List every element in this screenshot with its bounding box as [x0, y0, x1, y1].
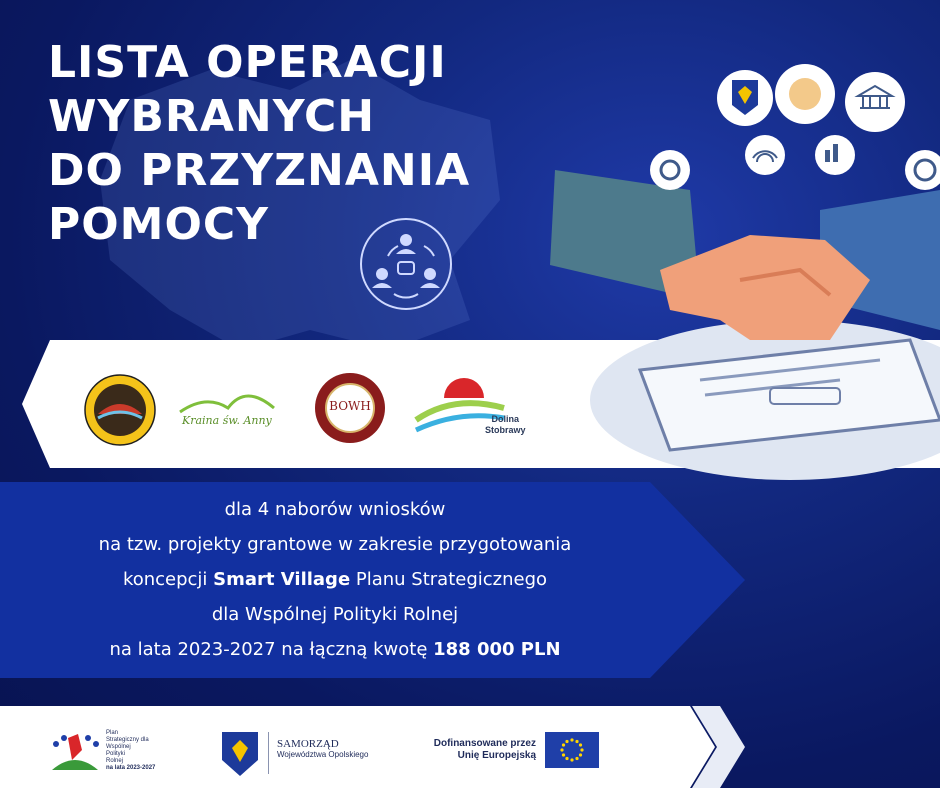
ps-line-2: Strategiczny dla: [106, 737, 149, 743]
description-line-1: dla 4 naborów wniosków: [224, 499, 446, 520]
ps-line-6: na lata 2023-2027: [106, 765, 156, 771]
title-line-4: POMOCY: [48, 199, 269, 250]
ps-line-1: Plan: [106, 730, 119, 736]
plan-strategiczny-label: [106, 730, 155, 772]
title-line-2: WYBRANYCH: [48, 91, 376, 142]
description-line-4: dla Wspólnej Polityki Rolnej: [211, 604, 459, 625]
samorzad-line-1: SAMORZĄD: [277, 738, 339, 750]
eu-funding-label: [420, 738, 536, 762]
lgd-plaskowyz-logo: [84, 374, 156, 446]
dolina-line-2: Stobrawy: [485, 425, 526, 435]
amount-text: 188 000 PLN: [433, 639, 561, 660]
people-cycle-icon: [358, 216, 454, 312]
eu-line-2: Unię Europejską: [457, 750, 536, 761]
title-line-3: DO PRZYZNANIA: [48, 145, 471, 196]
description-line-2: na tzw. projekty grantowe w zakresie przygotowania: [98, 534, 572, 555]
ps-line-5: Rolnej: [106, 758, 124, 764]
ps-line-3: Wspólnej: [106, 744, 131, 750]
ps-line-4: Polityki: [106, 751, 126, 757]
line5-pre: na lata 2023-2027 na łączną kwotę: [109, 639, 434, 660]
dolina-stobrawy-label: [485, 414, 526, 436]
eagle-crest-icon: [220, 730, 260, 778]
plan-strategiczny-logo: [48, 730, 102, 776]
eu-flag-icon: [545, 732, 599, 768]
line3-pre: koncepcji: [122, 569, 214, 590]
eu-line-1: Dofinansowane przez: [433, 738, 536, 749]
description-line-5: [20, 632, 650, 667]
samorzad-line-2: Województwa Opolskiego: [277, 750, 369, 759]
samorzad-label: [277, 738, 368, 759]
svg-text:BOWH: BOWH: [329, 399, 371, 413]
description-text: [20, 492, 650, 667]
handshake-illustration: [540, 40, 940, 480]
samorzad-divider: [268, 732, 269, 774]
line3-post: Planu Strategicznego: [350, 569, 548, 590]
smart-village-text: Smart Village: [213, 569, 351, 590]
svg-text:Kraina św. Anny: Kraina św. Anny: [182, 414, 272, 427]
title-line-1: LISTA OPERACJI: [48, 37, 447, 88]
kraina-sw-anny-logo: [176, 384, 280, 428]
bowh-logo: [314, 372, 386, 444]
dolina-line-1: Dolina: [491, 414, 520, 424]
description-line-3: [20, 562, 650, 597]
